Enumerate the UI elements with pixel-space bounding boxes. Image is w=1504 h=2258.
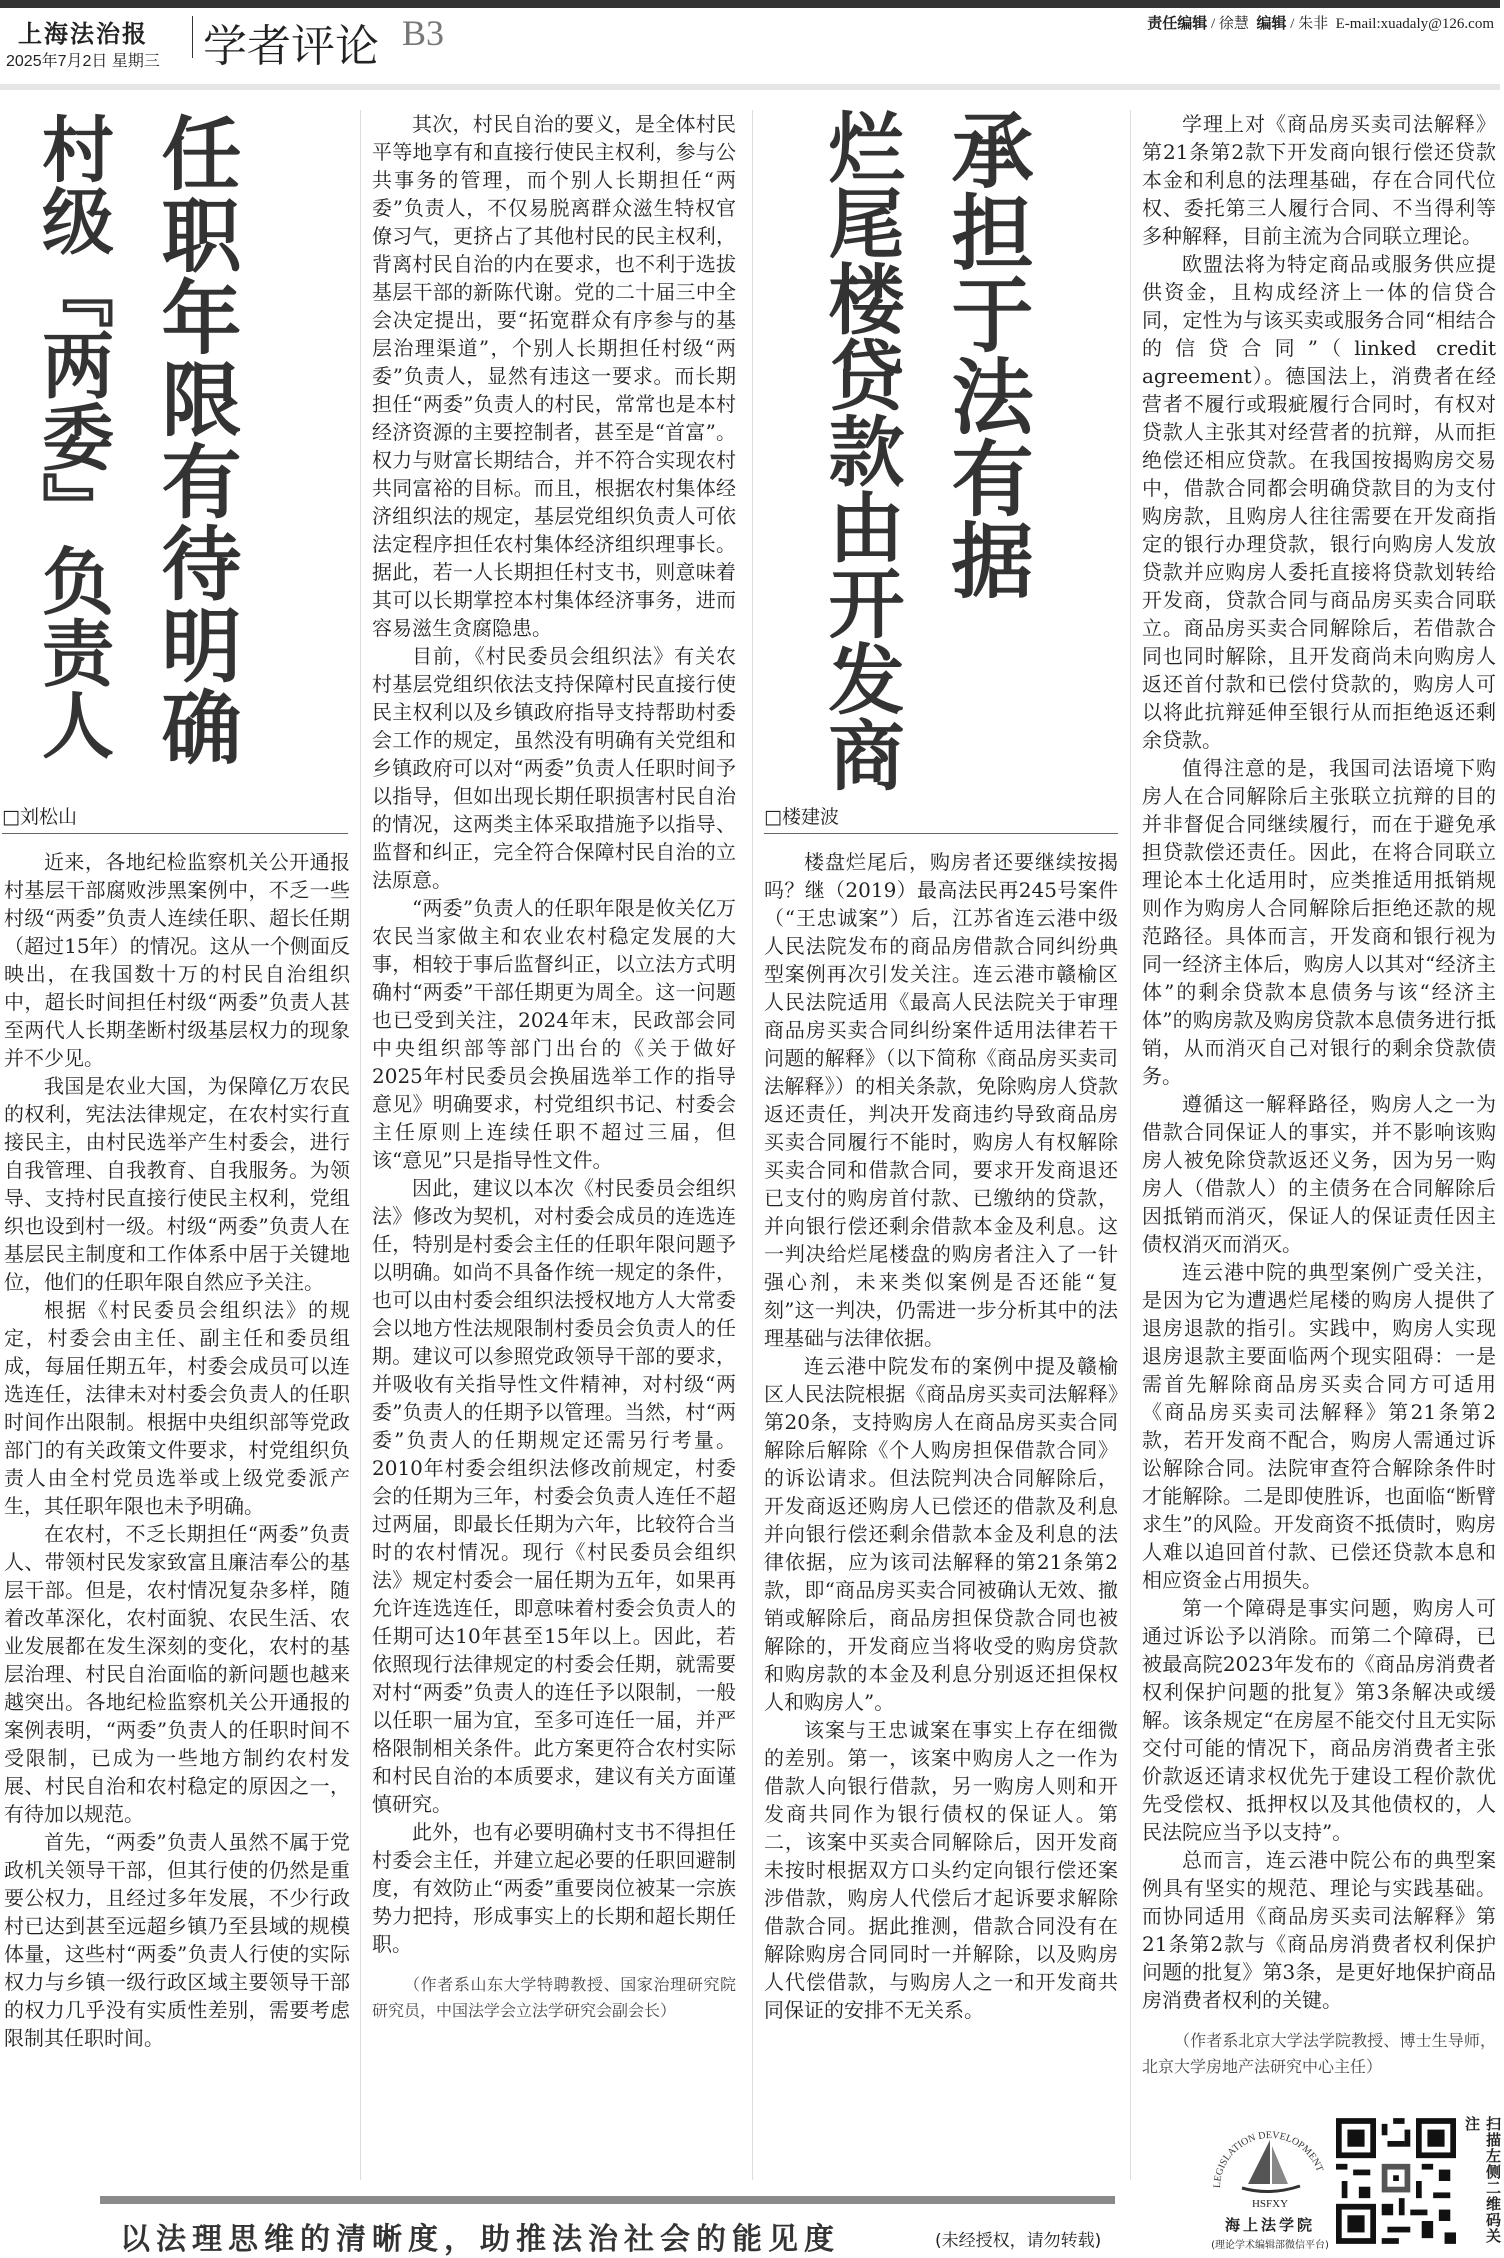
column-divider — [360, 110, 361, 2180]
logo-name: 海上法学院 — [1224, 2216, 1315, 2234]
paragraph: 我国是农业大国，为保障亿万农民的权利，宪法法律规定，在农村实行直接民主，由村民选举产生村委会，进行自我管理、自我教育、自我服务。为领导、支持村民直接行使民主权利，党组织也设到村一级。村级“两委”负责人在基层民主制度和工作体系中居于关键地位，他们的任职年限自然应予关注。 — [4, 1074, 350, 1294]
copyright-notice: (未经授权，请勿转载) — [935, 2231, 1102, 2251]
logo-abbreviation: HSFXY — [1251, 2198, 1289, 2210]
paragraph: 学理上对《商品房买卖司法解释》第21条第2款下开发商向银行偿还贷款本金和利息的法理基础，存在合同代位权、委托第三人履行合同、不当得利等多种解释，目前主流为合同联立理论。 — [1142, 112, 1496, 248]
paragraph: 欧盟法将为特定商品或服务供应提供资金，且构成经济上一体的信贷合同，定性为与该买卖或服务合同“相结合的信贷合同”（linked credit agreement）。德国法上，消费者在经营者不履行或瑕疵履行合同时，有权对贷款人主张其对经营者的抗辩，从而拒绝偿还相应贷款。在我国按揭购房交易中，借款合同都会明确贷款目的为支付购房款，且购房人往往需要在开发商指定的银行办理贷款，银行向购房人发放贷款并应购房人委托直接将贷款划转给开发商，贷款合同与商品房买卖合同联立。商品房买卖合同解除后，若借款合同也同时解除，且开发商尚未向购房人返还首付款和已偿付贷款的，购房人可以将此抗辩延伸至银行从而拒绝返还剩余贷款。 — [1142, 252, 1496, 752]
logo-subtitle: (理论学术编辑部微信平台) — [1211, 2240, 1329, 2251]
paragraph: 连云港中院发布的案例中提及赣榆区人民法院根据《商品房买卖司法解释》第20条，支持购房人在商品房买卖合同解除后解除《个人购房担保借款合同》的诉讼请求。但法院判决合同解除后，开发商返还购房人已偿还的借款及利息并向银行偿还剩余借款本金及利息的法律依据，应为该司法解释的第21条第2款，即“商品房买卖合同被确认无效、撤销或解除后，商品房担保贷款合同也被解除的，开发商应当将收受的购房贷款和购房款的本金及利息分别返还担保权人和购房人”。 — [764, 1354, 1118, 1714]
article1-headline-main: 任职年限有待明确 — [148, 112, 242, 768]
paragraph: 在农村，不乏长期担任“两委”负责人、带领村民发家致富且廉洁奉公的基层干部。但是，农村情况复杂多样，随着改革深化，农村面貌、农民生活、农业发展都在发生深刻的变化，农村的基层治理、村民自治面临的新问题也越来越突出。各地纪检监察机关公开通报的案例表明，“两委”负责人的任职时间不受限制，已成为一些地方制约农村发展、村民自治和农村稳定的原因之一，有待加以规范。 — [4, 1522, 350, 1826]
article1-author-note: （作者系山东大学特聘教授、国家治理研究院研究员，中国法学会立法学研究会副会长） — [372, 1975, 736, 2020]
hsfxy-logo — [1208, 2118, 1332, 2251]
article1-author: □刘松山 — [2, 802, 348, 834]
editor-label: 责任编辑 — [1147, 14, 1208, 32]
article2-column-1 — [764, 848, 1118, 2024]
qr-code[interactable] — [1336, 2118, 1456, 2244]
article2-author-note: （作者系北京大学法学院教授、博士生导师，北京大学房地产法研究中心主任） — [1142, 2031, 1496, 2076]
paragraph: 根据《村民委员会组织法》的规定，村委会由主任、副主任和委员组成，每届任期五年，村委会成员可以连选连任，法律未对村委会负责人的任职时间作出限制。根据中央组织部等党政部门的有关政策文件要求，村党组织负责人由全村党员选举或上级党委派产生，其任职年限也未予明确。 — [4, 1298, 350, 1518]
paragraph: 首先，“两委”负责人虽然不属于党政机关领导干部，但其行使的仍然是重要公权力，且经过多年发展，不少行政村已达到甚至远超乡镇乃至县域的规模体量，这些村“两委”负责人行使的实际权力与乡镇一级行政区域主要领导干部的权力几乎没有实质性差别，需要考虑限制其任职时间。 — [4, 1830, 350, 2050]
sailboat-logo-icon — [1208, 2118, 1332, 2198]
footer-slogan: 以法理思维的清晰度，助推法治社会的能见度 — [120, 2222, 840, 2257]
column-divider — [752, 110, 753, 2180]
paragraph: 其次，村民自治的要义，是全体村民平等地享有和直接行使民主权利，参与公共事务的管理，而个别人长期担任“两委”负责人，不仅易脱离群众滋生特权官僚习气，更挤占了其他村民的民主权利，背离村民自治的内在要求，也不利于选拔基层干部的新陈代谢。党的二十届三中全会决定提出，要“拓宽群众有序参与的基层治理渠道”，个别人长期担任村级“两委”负责人，显然有违这一要求。而长期担任“两委”负责人的村民，常常也是本村经济资源的主要控制者，甚至是“首富”。权力与财富长期结合，并不符合实现农村共同富裕的目标。而且，根据农村集体经济组织法的规定，基层党组织负责人可依法定程序担任农村集体经济组织理事长。据此，若一人长期担任村支书，则意味着其可以长期掌控本村集体经济事务，进而容易滋生贪腐隐患。 — [372, 112, 736, 640]
paragraph: 此外，也有必要明确村支书不得担任村委会主任，并建立起必要的任职回避制度，有效防止“两委”重要岗位被某一宗族势力把持，形成事实上的长期和超长期任职。 — [372, 1820, 736, 1956]
editor-name: 徐慧 — [1218, 16, 1249, 32]
paragraph: 因此，建议以本次《村民委员会组织法》修改为契机，对村委会成员的连选连任，特别是村委会主任的任职年限问题予以明确。如尚不具备作统一规定的条件，也可以由村委会组织法授权地方人大常委会以地方性法规限制村委员会负责人的任期。建议可以参照党政领导干部的要求，并吸收有关指导性文件精神，对村级“两委”负责人的任期予以管理。当然，村“两委”负责人的任期规定还需另行考量。2010年村委会组织法修改前规定，村委会的任期为三年，村委会负责人连任不超过两届，即最长任期为六年，比较符合当时的农村情况。现行《村民委员会组织法》规定村委会一届任期为五年，如果再允许连选连任，即意味着村委会负责人的任期可达10年甚至15年以上。因此，若依照现行法律规定的村委会任期，就需要对村“两委”负责人的连任予以限制，一般以任职一届为宜，至多可连任一届，并严格限制相关条件。此方案更符合农村实际和村民自治的本质要求，建议有关方面谨慎研究。 — [372, 1176, 736, 1816]
masthead-divider — [192, 16, 193, 58]
paragraph: 近来，各地纪检监察机关公开通报村基层干部腐败涉黑案例中，不乏一些村级“两委”负责人连续任职、超长任期（超过15年）的情况。这从一个侧面反映出，在我国数十万的村民自治组织中，超长时间担任村级“两委”负责人甚至两代人长期垄断村级基层权力的现象并不少见。 — [4, 850, 350, 1070]
article1-column-2 — [372, 110, 736, 2024]
paragraph: 第一个障碍是事实问题，购房人可通过诉讼予以消除。而第二个障碍，已被最高院2023年发布的《商品房消费者权利保护问题的批复》第3条解决或缓解。该条规定“在房屋不能交付且无实际交付可能的情况下，商品房消费者主张价款返还请求权优先于建设工程价款优先受偿权、抵押权以及其他债权的，人民法院应当予以支持”。 — [1142, 1596, 1496, 1844]
column-divider — [1130, 110, 1131, 2180]
article1-headline-sub: 村级『两委』负责人 — [30, 112, 115, 760]
logo-ring-text: LEGISLATION DEVELOPMENT — [1211, 2129, 1326, 2189]
page-number: B3 — [402, 13, 445, 53]
article2-column-2 — [1142, 110, 1496, 2080]
paragraph: 楼盘烂尾后，购房者还要继续按揭吗？继（2019）最高法民再245号案件（“王忠诚案”）后，江苏省连云港中级人民法院发布的商品房借款合同纠纷典型案例再次引发关注。连云港市赣榆区人民法院适用《最高人民法院关于审理商品房买卖合同纠纷案件适用法律若干问题的解释》（以下简称《商品房买卖司法解释》）的相关条款，免除购房人贷款返还责任，判决开发商违约导致商品房买卖合同履行不能时，购房人有权解除买卖合同和借款合同，要求开发商退还已支付的购房首付款、已缴纳的贷款，并向银行偿还剩余借款本金及利息。这一判决给烂尾楼盘的购房者注入了一针强心剂，未来类似案例是否还能“复刻”这一判决，仍需进一步分析其中的法理基础与法律依据。 — [764, 850, 1118, 1350]
editor-email: E-mail:xuadaly@126.com — [1335, 16, 1494, 32]
article2-headline-main: 承担于法有据 — [938, 108, 1034, 600]
paragraph: 遵循这一解释路径，购房人之一为借款合同保证人的事实，并不影响该购房人被免除贷款返还义务，因为另一购房人（借款人）的主债务在合同解除后因抵销而消灭，保证人的保证责任因主债权消灭而消灭。 — [1142, 1092, 1496, 1256]
editor-credits: 责任编辑 / 徐慧 编辑 / 朱非 E-mail:xuadaly@126.com — [1147, 14, 1494, 32]
qr-caption: 扫描左侧二维码关注 — [1463, 2116, 1502, 2244]
article2-headline-sub: 烂尾楼贷款由开发商 — [816, 108, 905, 792]
masthead-rule — [0, 84, 1500, 90]
paragraph: 该案与王忠诚案在事实上存在细微的差别。第一，该案中购房人之一作为借款人向银行借款，另一购房人则和开发商共同作为银行债权的保证人。第二，该案中买卖合同解除后，因开发商未按时根据双方口头约定向银行偿还案涉借款，购房人代偿后才起诉要求解除借款合同。据此推测，借款合同没有在解除购房合同同时一并解除，以及购房人代偿借款，与购房人之一和开发商共同保证的安排不无关系。 — [764, 1718, 1118, 2022]
section-title: 学者评论 — [203, 21, 379, 72]
paragraph: “两委”负责人的任职年限是攸关亿万农民当家做主和农业农村稳定发展的大事，相较于事后监督纠正，以立法方式明确村“两委”干部任期更为周全。这一问题也已受到关注，2024年末，民政部会同中央组织部等部门出台的《关于做好2025年村民委员会换届选举工作的指导意见》明确要求，村党组织书记、村委会主任原则上连续任职不超过三届，但该“意见”只是指导性文件。 — [372, 896, 736, 1172]
article2-author: □楼建波 — [764, 802, 1118, 834]
issue-date: 2025年7月2日 星期三 — [6, 53, 160, 70]
editor2-label: 编辑 — [1256, 14, 1287, 32]
article1-column-1 — [4, 848, 350, 2052]
paper-name: 上海法治报 — [18, 19, 148, 48]
top-rule — [0, 0, 1500, 8]
footer-rule — [100, 2196, 1115, 2204]
paragraph: 值得注意的是，我国司法语境下购房人在合同解除后主张联立抗辩的目的并非督促合同继续履行，而在于避免承担贷款偿还责任。因此，在将合同联立理论本土化适用时，应类推适用抵销规则作为购房人合同解除后拒绝还款的规范路径。具体而言，开发商和银行视为同一经济主体后，购房人以其对“经济主体”的剩余贷款本息债务与该“经济主体”的购房款及购房贷款本息债务进行抵销，从而消灭自己对银行的剩余贷款债务。 — [1142, 756, 1496, 1088]
paragraph: 目前，《村民委员会组织法》有关农村基层党组织依法支持保障村民直接行使民主权利以及乡镇政府指导支持帮助村委会工作的规定，虽然没有明确有关党组和乡镇政府可以对“两委”负责人任职时间予以指导，但如出现长期任职损害村民自治的情况，这两类主体采取措施予以指导、监督和纠正，完全符合保障村民自治的立法原意。 — [372, 644, 736, 892]
paragraph: 总而言，连云港中院公布的典型案例具有坚实的规范、理论与实践基础。而协同适用《商品房买卖司法解释》第21条第2款与《商品房消费者权利保护问题的批复》第3条，是更好地保护商品房消费者权利的关键。 — [1142, 1848, 1496, 2012]
paragraph: 连云港中院的典型案例广受关注，是因为它为遭遇烂尾楼的购房人提供了退房退款的指引。实践中，购房人实现退房退款主要面临两个现实阻碍：一是需首先解除商品房买卖合同方可适用《商品房买卖司法解释》第21条第2款，若开发商不配合，购房人需通过诉讼解除合同。法院审查符合解除条件时才能解除。二是即使胜诉，也面临“断臂求生”的风险。开发商资不抵债时，购房人难以追回首付款、已偿还贷款本息和相应资金占用损失。 — [1142, 1260, 1496, 1592]
editor2-name: 朱非 — [1298, 16, 1329, 32]
